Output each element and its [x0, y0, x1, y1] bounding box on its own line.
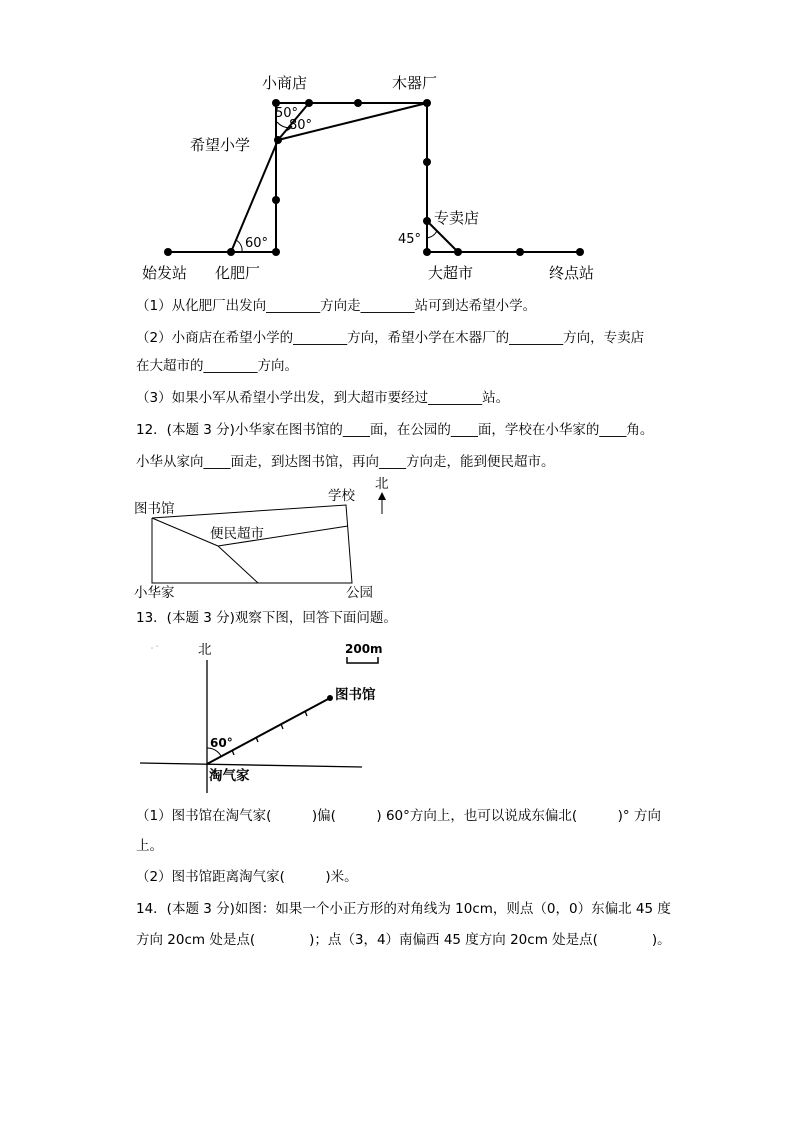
label-angle-80: 80°: [289, 118, 313, 133]
label-shop: 小商店: [262, 74, 308, 92]
label-terminal: 终点站: [549, 264, 595, 282]
q13-label-north: 北: [198, 642, 212, 658]
label-factory: 木器厂: [392, 74, 438, 92]
q11-part2a: （2）小商店在希望小学的________方向，希望小学在木器厂的________方向，专卖店: [136, 330, 645, 346]
q13-label-angle: 60°: [210, 736, 233, 750]
q13-part2: （2）图书馆距离淘气家( )米。: [136, 869, 358, 885]
q13-part1a: （1）图书馆在淘气家( )偏( ) 60°方向上，也可以说成东偏北( )° 方向: [136, 808, 661, 824]
q11-part2b: 在大超市的________方向。: [136, 358, 298, 374]
label-specialty: 专卖店: [434, 209, 480, 227]
q12-line1: 12．(本题 3 分)小华家在图书馆的____面，在公园的____面，学校在小华家的____角。: [136, 422, 654, 438]
q12-label-school: 学校: [328, 488, 355, 504]
label-angle-50: 50°: [275, 106, 299, 121]
label-supermarket: 大超市: [428, 264, 474, 282]
q12-label-park: 公园: [346, 585, 373, 601]
label-start: 始发站: [142, 264, 188, 282]
q12-label-north: 北: [375, 476, 389, 492]
label-school: 希望小学: [190, 136, 251, 154]
q12-label-library: 图书馆: [134, 501, 175, 517]
q13-title: 13．(本题 3 分)观察下图，回答下面问题。: [136, 610, 397, 626]
q14-line1: 14．(本题 3 分)如图：如果一个小正方形的对角线为 10cm，则点（0，0）东偏北 45 度: [136, 901, 671, 917]
q11-part1: （1）从化肥厂出发向________方向走________站可到达希望小学。: [136, 298, 537, 314]
label-fertilizer: 化肥厂: [215, 264, 261, 282]
q12-line2: 小华从家向____面走，到达图书馆，再向____方向走，能到便民超市。: [136, 454, 555, 470]
label-angle-45: 45°: [398, 232, 422, 247]
q12-label-market: 便民超市: [210, 526, 264, 542]
q13-scale: 200m: [345, 642, 383, 656]
q11-part3: （3）如果小军从希望小学出发，到大超市要经过________站。: [136, 390, 510, 406]
q13-part1b: 上。: [136, 838, 163, 854]
q14-line2: 方向 20cm 处是点( )；点（3，4）南偏西 45 度方向 20cm 处是点( )。: [136, 932, 671, 948]
q13-label-home: 淘气家: [209, 768, 250, 784]
label-angle-60: 60°: [245, 236, 269, 251]
q13-label-library: 图书馆: [335, 687, 376, 703]
q12-label-home: 小华家: [134, 585, 175, 601]
